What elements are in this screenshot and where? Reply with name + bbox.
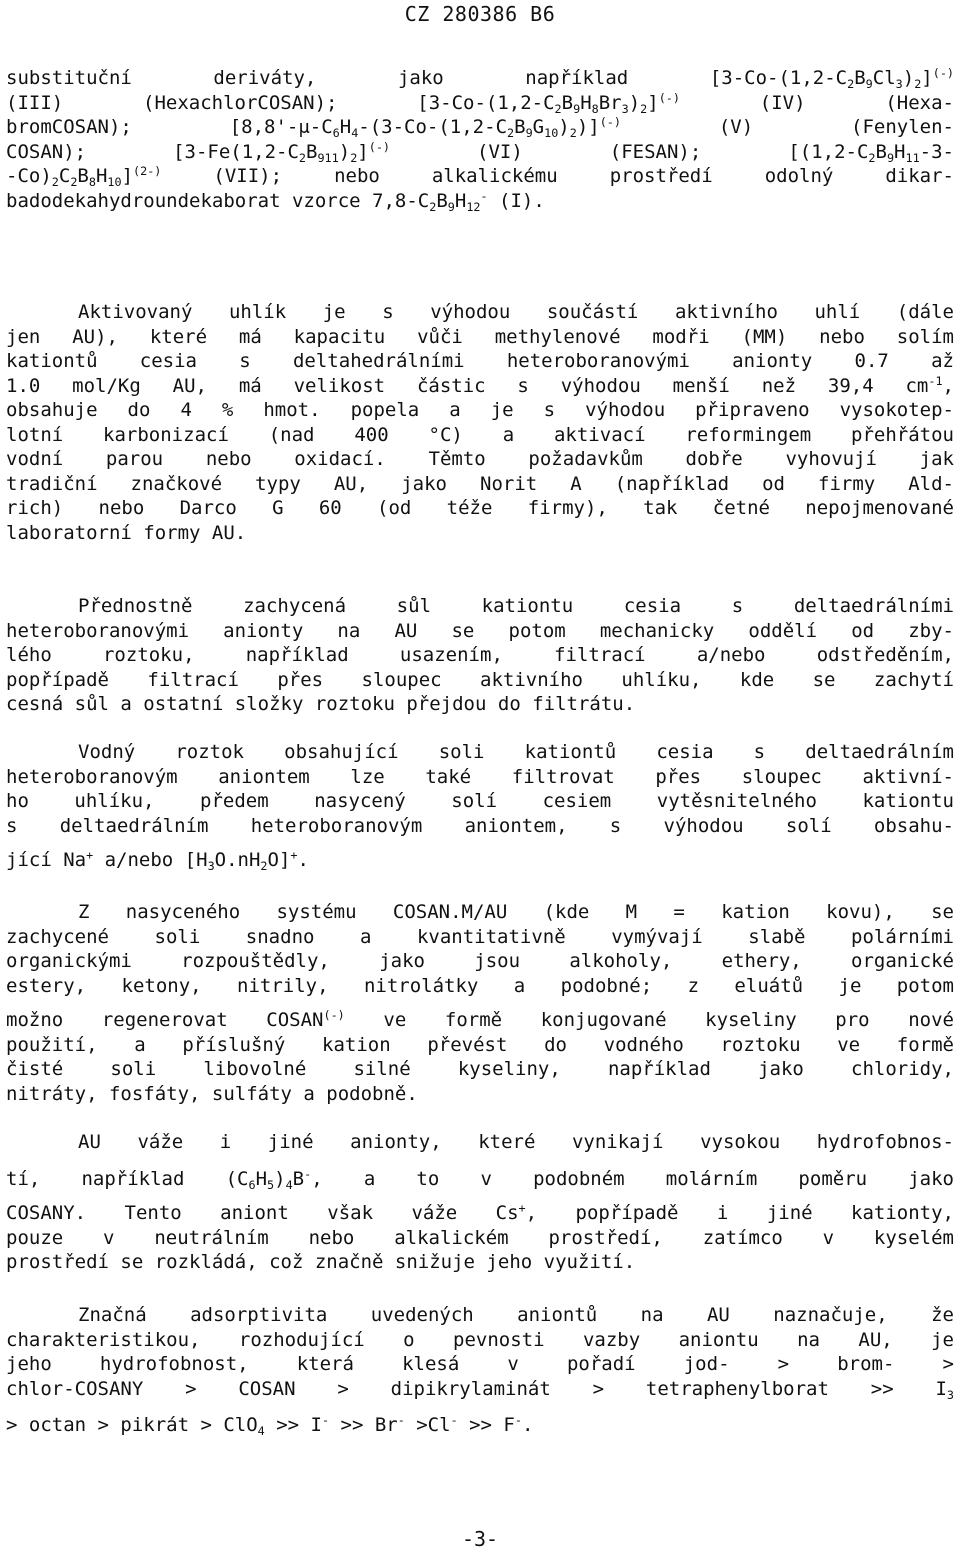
page-number: -3- — [461, 1527, 499, 1551]
patent-number-header: CZ 280386 B6 — [404, 2, 556, 26]
text-line: COSAN); $[3-Fe(1,2-C_2B_{911})_2]^{(-)}$ (VI) (FESAN); [($1,2-C_2B_9H_{11}-3-$ — [6, 139, 954, 165]
paragraph-7 — [6, 1303, 954, 1438]
text-line: rich) nebo Darco G 60 (od téže firmy), tak četné nepojmenované — [6, 497, 954, 519]
text-line: COSANY. Tento aniont však váže Cs+, popřípadě i jiné kationty, — [6, 1200, 954, 1224]
text-line: AU váže i jiné anionty, které vynikají vysokou hydrofobnos- — [78, 1131, 954, 1153]
text-line: organickými rozpouštědly, jako jsou alkoholy, ethery, organické — [6, 950, 954, 972]
text-line: Přednostně zachycená sůl kationtu cesia s deltaedrálními — [78, 595, 954, 617]
text-line: bromCOSAN); $[8,8'-\mu-C_6H_4-(3-Co-(1,2-C_2B_9G_{10})_2)]^{(-)}$ (V) (Fenylen- — [6, 114, 954, 141]
text-line: 1.0 mol/Kg AU, má velikost částic s výhodou menší než 39,4 $cm^{-1}$, — [6, 373, 954, 397]
text-line: substituční deriváty, jako například $[3-Co-(1,2-C_2B_9Cl_3)_2]^{(-)}$ — [6, 65, 954, 92]
text-line: > octan > pikrát > ClO$_4$ >> I- >> Br- >Cl- >> F-. — [6, 1412, 534, 1439]
text-line: jící Na+ a/nebo $[H_3O.nH_2O]^+$. — [6, 847, 309, 874]
text-line: s deltaedrálním heteroboranovým aniontem, s výhodou solí obsahu- — [6, 814, 954, 837]
text-line: $-Co)_2C_2B_8H_{10}]^{(2-)}$ (VII); nebo alkalickému prostředí odolný dikar- — [6, 163, 954, 190]
text-line: chlor-COSANY > COSAN > dipikrylaminát > tetraphenylborat >> $I_3$ — [6, 1377, 954, 1402]
text-line: čisté soli libovolné silné kyseliny, například jako chloridy, — [6, 1058, 954, 1080]
paragraph-4 — [6, 740, 954, 873]
text-line: možno regenerovat COSAN(-) ve formě konjugované kyseliny pro nové — [6, 1007, 954, 1031]
text-line: badodekahydroundekaborat vzorce $7,8-C_2B_9H_{12}^-$ (I). — [6, 188, 545, 214]
text-line: heteroboranovými anionty na AU se potom mechanicky oddělí od zby- — [6, 619, 954, 642]
text-line: zachycené soli snadno a kvantitativně vymývají slabě polárními — [6, 925, 954, 948]
text-line: vodní parou nebo oxidací. Těmto požadavkům dobře vyhovují jak — [6, 448, 954, 470]
text-line: lotní karbonizací (nad 400 °C) a aktivací reformingem přehřátou — [6, 423, 954, 446]
text-line: cesná sůl a ostatní složky roztoku přejdou do filtrátu. — [6, 693, 636, 715]
text-line: tí, například $(C_6H_5)_4B^-$, a to v podobném molárním poměru jako — [6, 1166, 954, 1192]
text-line: ho uhlíku, předem nasycený solí cesiem vytěsnitelného kationtu — [6, 790, 954, 812]
text-line: (III) (HexachlorCOSAN); $[3-Co-(1,2-C_2B_9H_8Br_3)_2]^{(-)}$ (IV) (Hexa- — [6, 90, 954, 116]
text-line: Vodný roztok obsahující soli kationtů cesia s deltaedrálním — [78, 741, 954, 763]
text-line: obsahuje do 4 % hmot. popela a je s výhodou připraveno vysokotep- — [6, 399, 954, 421]
text-line: pouze v neutrálním nebo alkalickém prostředí, zatímco v kyselém — [6, 1226, 954, 1249]
text-line: kationtů cesia s deltahedrálními heteroboranovými anionty 0.7 až — [6, 350, 954, 372]
text-line: Aktivovaný uhlík je s výhodou součástí aktivního uhlí (dále — [78, 301, 954, 323]
text-line: laboratorní formy AU. — [6, 521, 247, 544]
text-line: prostředí se rozkládá, což značně snižuje jeho využití. — [6, 1251, 636, 1273]
text-line: jen AU), které má kapacitu vůči methylenové modři (MM) nebo solím — [6, 325, 954, 348]
text-line: popřípadě filtrací přes sloupec aktivního uhlíku, kde se zachytí — [6, 668, 954, 691]
paragraph-5 — [6, 900, 954, 1106]
text-line: použití, a příslušný kation převést do vodného roztoku ve formě — [6, 1033, 954, 1056]
text-line: estery, ketony, nitrily, nitrolátky a podobné; z eluátů je potom — [6, 974, 954, 997]
text-line: charakteristikou, rozhodující o pevnosti vazby aniontu na AU, je — [6, 1328, 954, 1351]
text-line: nitráty, fosfáty, sulfáty a podobně. — [6, 1082, 418, 1105]
text-line: heteroboranovým aniontem lze také filtrovat přes sloupec aktivní- — [6, 765, 954, 788]
paragraph-1 — [6, 66, 954, 213]
text-line: Z nasyceného systému COSAN.M/AU (kde M = kation kovu), se — [78, 901, 954, 923]
text-line: tradiční značkové typy AU, jako Norit A (například od firmy Ald- — [6, 472, 954, 495]
text-line: lého roztoku, například usazením, filtrací a/nebo odstředěním, — [6, 644, 954, 666]
paragraph-6 — [6, 1130, 954, 1275]
text-line: Značná adsorptivita uvedených aniontů na AU naznačuje, že — [78, 1304, 954, 1326]
paragraph-2 — [6, 300, 954, 545]
text-line: jeho hydrofobnost, která klesá v pořadí jod- > brom- > — [6, 1353, 954, 1375]
paragraph-3 — [6, 594, 954, 717]
